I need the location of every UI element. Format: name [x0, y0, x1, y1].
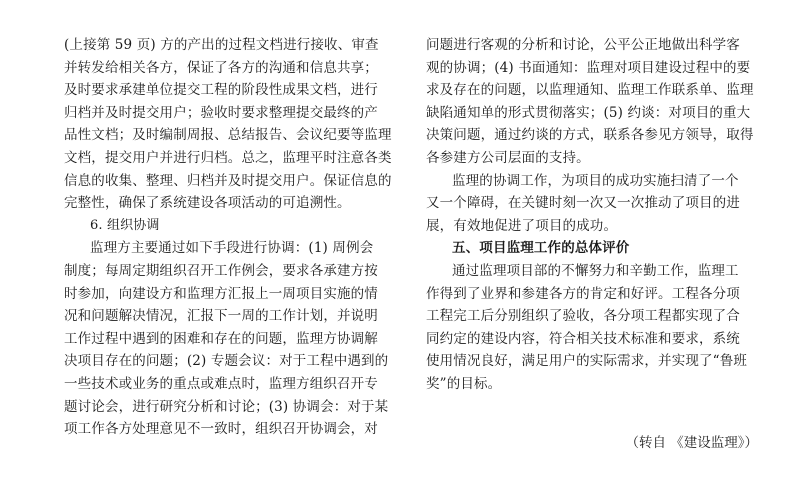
- body-text-line: 同约定的建设内容，符合相关技术标准和要求，系统: [426, 330, 740, 347]
- section-heading: 五、项目监理工作的总体评价: [452, 240, 630, 257]
- body-text-line: 归档并及时提交用户；验收时要求整理提交最终的产: [64, 104, 378, 121]
- body-text-line: 各参建方公司层面的支持。: [426, 149, 590, 166]
- body-text-line: 文档，提交用户并进行归档。总之，监理平时注意各类: [64, 149, 392, 166]
- body-text-line: 项工作各方处理意见不一致时，组织召开协调会，对: [64, 421, 378, 438]
- section-subheading: 6. 组织协调: [90, 217, 160, 233]
- body-text-line: 作得到了业界和参建各方的肯定和好评。工程各分项: [426, 285, 740, 302]
- body-text-line: 展，有效地促进了项目的成功。: [426, 217, 618, 234]
- body-text-line: 决项目存在的问题；(2) 专题会议：对于工程中遇到的: [64, 353, 389, 370]
- body-text-line: 时参加，向建设方和监理方汇报上一周项目实施的情: [64, 285, 378, 302]
- body-text-line: (上接第 59 页) 方的产出的过程文档进行接收、审查: [64, 37, 379, 53]
- body-text-line: 求及存在的问题，以监理通知、监理工作联系单、监理: [426, 82, 754, 99]
- body-text-line: 及时要求承建单位提交工程的阶段性成果文档，进行: [64, 82, 378, 99]
- source-attribution: （转自 《建设监理》）: [625, 435, 758, 451]
- body-text-line: 奖”的目标。: [426, 375, 502, 392]
- body-text-line: 况和问题解决情况，汇报下一周的工作计划，并说明: [64, 308, 378, 325]
- left-column: [64, 34, 394, 441]
- body-text-line: 又一个障碍，在关键时刻一次又一次推动了项目的进: [426, 195, 740, 212]
- body-text-line: 并转发给相关各方，保证了各方的沟通和信息共享；: [64, 59, 378, 76]
- body-text-line: 制度；每周定期组织召开工作例会，要求各承建方按: [64, 262, 378, 279]
- body-text-line: 完整性，确保了系统建设各项活动的可追溯性。: [64, 195, 351, 212]
- body-text-line: 通过监理项目部的不懈努力和辛勤工作，监理工: [452, 262, 739, 279]
- body-text-line: 缺陷通知单的形式贯彻落实；(5) 约谈：对项目的重大: [426, 104, 751, 121]
- body-text-line: 决策问题，通过约谈的方式，联系各参见方领导，取得: [426, 127, 754, 144]
- right-column: [426, 34, 756, 396]
- body-text-line: 监理方主要通过如下手段进行协调：(1) 周例会: [90, 240, 374, 257]
- body-text-line: 品性文档；及时编制周报、总结报告、会议纪要等监理: [64, 127, 392, 144]
- body-text-line: 工作过程中遇到的困难和存在的问题，监理方协调解: [64, 330, 378, 347]
- body-text-line: 工程完工后分别组织了验收，各分项工程都实现了合: [426, 308, 740, 325]
- body-text-line: 观的协调；(4) 书面通知：监理对项目建设过程中的要: [426, 59, 751, 76]
- body-text-line: 题讨论会，进行研究分析和讨论；(3) 协调会：对于某: [64, 398, 389, 415]
- body-text-line: 问题进行客观的分析和讨论，公平公正地做出科学客: [426, 37, 740, 53]
- body-text-line: 一些技术或业务的重点或难点时，监理方组织召开专: [64, 375, 378, 392]
- body-text-line: 信息的收集、整理、归档并及时提交用户。保证信息的: [64, 172, 392, 189]
- body-text-line: 监理的协调工作，为项目的成功实施扫清了一个: [452, 172, 739, 189]
- body-text-line: 使用情况良好，满足用户的实际需求，并实现了“鲁班: [426, 353, 748, 370]
